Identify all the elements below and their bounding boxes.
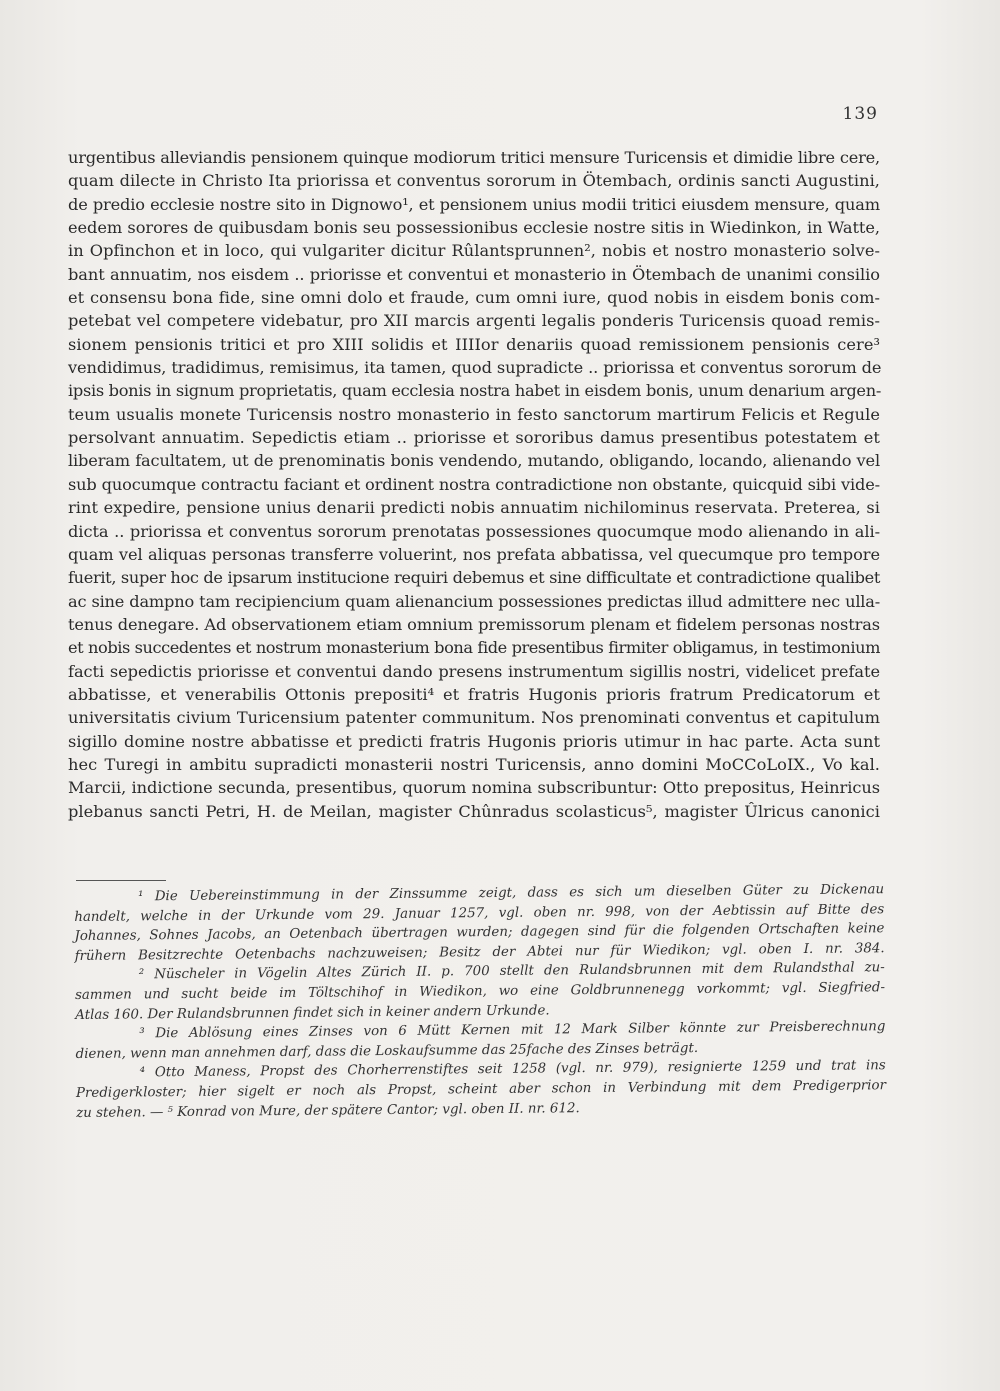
- body-line: vendidimus, tradidimus, remisimus, ita tamen, quod supradicte .. priorissa et conventus sororum de: [68, 358, 882, 378]
- body-line: sionem pensionis tritici et pro XIII solidis et IIIIor denariis quoad remissionem pensionis cere³: [68, 334, 880, 354]
- body-line: de predio ecclesie nostre sito in Dignowo¹, et pensionem unius modii tritici eiusdem mensure, quam: [68, 194, 880, 214]
- body-line: ipsis bonis in signum proprietatis, quam ecclesia nostra habet in eisdem bonis, unum denarium argen-: [68, 381, 882, 401]
- body-line: universitatis civium Turicensium patenter communitum. Nos prenominati conventus et capitulum: [68, 708, 880, 728]
- body-line: in Opfinchon et in loco, qui vulgariter dicitur Rûlantsprunnen², nobis et nostro monasterio solve-: [68, 241, 880, 261]
- footnote-line: zu stehen. — ⁵ Konrad von Mure, der spätere Cantor; vgl. oben II. nr. 612.: [76, 1100, 580, 1121]
- footnote-line: ¹ Die Uebereinstimmung in der Zinssumme zeigt, dass es sich um dieselben Güter zu Dickenau: [138, 882, 885, 905]
- body-line: sub quocumque contractu faciant et ordinent nostra contradictione non obstante, quicquid sibi vide-: [68, 474, 880, 494]
- body-line: hec Turegi in ambitu supradicti monasterii nostri Turicensis, anno domini MoCCoLoIX., Vo kal.: [68, 754, 880, 774]
- body-line: dicta .. priorissa et conventus sororum prenotatas possessiones quocumque modo alienando in ali-: [68, 521, 880, 541]
- body-line: sigillo domine nostre abbatisse et predicti fratris Hugonis prioris utimur in hac parte. Acta sunt: [68, 731, 880, 751]
- body-line: quam dilecte in Christo Ita priorissa et conventus sororum in Ötembach, ordinis sancti Augustini,: [68, 171, 880, 191]
- body-line: facti sepedictis priorisse et conventui dando presens instrumentum sigillis nostri, videlicet prefate: [68, 661, 880, 681]
- body-line: rint expedire, pensione unius denarii predicti nobis annuatim nichilominus reservata. Preterea, si: [68, 498, 880, 518]
- body-line: plebanus sancti Petri, H. de Meilan, magister Chûnradus scolasticus⁵, magister Ûlricus canonici: [68, 801, 880, 821]
- page-number: 139: [842, 104, 878, 124]
- footnote-line: ³ Die Ablösung eines Zinses von 6 Mütt Kernen mit 12 Mark Silber könnte zur Preisberechnung: [139, 1019, 886, 1042]
- body-line: et consensu bona fide, sine omni dolo et fraude, cum omni iure, quod nobis in eisdem bonis com-: [68, 288, 880, 308]
- body-line: Marcii, indictione secunda, presentibus, quorum nomina subscribuntur: Otto prepositus, Heinricus: [68, 778, 880, 798]
- footnote-line: ⁴ Otto Maness, Propst des Chorherrenstiftes seit 1258 (vgl. nr. 979), resignierte 1259 und trat ins: [139, 1058, 886, 1081]
- footnote-line: Johannes, Sohnes Jacobs, an Oetenbach übertragen wurden; dagegen sind für die folgenden Ortschaften keine: [74, 921, 885, 945]
- footnote-line: handelt, welche in der Urkunde vom 29. Januar 1257, vgl. oben nr. 998, von der Aebtissin auf Bitte des: [74, 901, 885, 925]
- footnotes: [74, 880, 886, 1123]
- body-line: fuerit, super hoc de ipsarum institucione requiri debemus et sine difficultate et contradictione qualibet: [68, 568, 880, 588]
- body-line: tenus denegare. Ad observationem etiam omnium premissorum plenam et fidelem personas nostras: [68, 614, 880, 634]
- footnote-line: frühern Besitzrechte Oetenbachs nachzuweisen; Besitz der Abtei nur für Wiedikon; vgl. oben I. nr. 384.: [74, 941, 885, 964]
- footnote-line: Predigerkloster; hier sigelt er noch als Propst, scheint aber schon in Verbindung mit dem Predigerprior: [75, 1078, 887, 1101]
- body-line: ac sine dampno tam recipiencium quam alienancium possessiones predictas illud admittere nec ulla-: [68, 591, 880, 611]
- body-line: bant annuatim, nos eisdem .. priorisse et conventui et monasterio in Ötembach de unanimi consilio: [68, 264, 880, 284]
- body-line: et nobis succedentes et nostrum monasterium bona fide presentibus firmiter obligamus, in testimonium: [68, 638, 880, 658]
- body-line: petebat vel competere videbatur, pro XII marcis argenti legalis ponderis Turicensis quoad remis-: [68, 311, 880, 331]
- footnote-line: dienen, wenn man annehmen darf, dass die Loskaufsumme das 25fache des Zinses beträgt.: [75, 1040, 699, 1062]
- body-line: eedem sorores de quibusdam bonis seu possessionibus ecclesie nostre sitis in Wiedinkon, in Watte,: [68, 218, 880, 238]
- footnote-line: Atlas 160. Der Rulandsbrunnen findet sich in keiner andern Urkunde.: [75, 1003, 550, 1023]
- body-line: abbatisse, et venerabilis Ottonis prepositi⁴ et fratris Hugonis prioris fratrum Predicatorum et: [68, 684, 880, 704]
- footnote-line: sammen und sucht beide im Töltschihof in Wiedikon, wo eine Goldbrunnenegg vorkommt; vgl. Siegfried-: [74, 980, 886, 1003]
- body-line: quam vel aliquas personas transferre voluerint, nos prefata abbatissa, vel quecumque pro tempore: [68, 544, 880, 564]
- footnote-line: ² Nüscheler in Vögelin Altes Zürich II. p. 700 stellt den Rulandsbrunnen mit dem Rulandsthal zu-: [138, 960, 885, 983]
- body-line: persolvant annuatim. Sepedictis etiam .. priorisse et sororibus damus presentibus potestatem et: [68, 428, 880, 448]
- body-text: [68, 146, 880, 823]
- body-line: teum usualis monete Turicensis nostro monasterio in festo sanctorum martirum Felicis et Regule: [68, 404, 880, 424]
- body-line: urgentibus alleviandis pensionem quinque modiorum tritici mensure Turicensis et dimidie libre cere,: [68, 148, 880, 167]
- footnote-divider: [76, 880, 166, 881]
- body-line: liberam facultatem, ut de prenominatis bonis vendendo, mutando, obligando, locando, alienando vel: [68, 451, 880, 471]
